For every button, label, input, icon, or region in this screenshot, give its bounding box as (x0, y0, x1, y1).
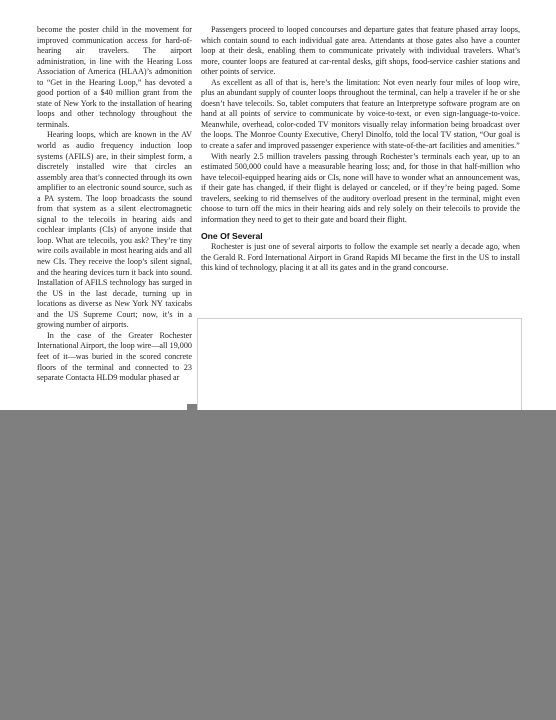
paragraph: With nearly 2.5 million travelers passing through Rochester’s terminals each year, up to an estimated 500,000 could have a measurable hearing loss; and, for those in that half-million who have telecoil-equipped hearing aids or CIs, none will have to wonder what an announcement was, if their gate has changed, if their flight is delayed or canceled, or if they’re being paged. Some travelers, seeking to rid themselves of the auditory overload present in the terminal, might even choose to turn off the mics in their hearing aids and rely solely on their telecoils to provide the information they need to get to their gate and board their flight. (201, 151, 520, 224)
paragraph: Passengers proceed to looped concourses and departure gates that feature phased array loops, which contain sound to each individual gate area. Attendants at those gates also have a counter loop at their desk, enabling them to communicate privately with individual travelers. What’s more, counter loops are featured at car-rental desks, gift shops, food-service cashier stations and other points of service. (201, 25, 520, 77)
article-left-column (37, 25, 192, 384)
paragraph: In the case of the Greater Rochester International Airport, the loop wire—all 19,000 feet of it—was buried in the scored concrete floors of the terminal and connected to 23 separate Contacta HLD9 modular phased ar (37, 330, 192, 383)
article-right-column (201, 25, 520, 274)
section-subhead: One Of Several (201, 231, 263, 242)
paragraph: As excellent as all of that is, here’s the limitation: Not even nearly four miles of loop wire, plus an abundant supply of counter loops throughout the terminal, can help a traveler if he or she doesn’t have telecoils. So, tablet computers that feature an Interpretype software program are on hand at all points of service to communicate by voice-to-text, or even sign-language-to-voice. Meanwhile, overhead, color-coded TV monitors visually relay information being broadcast over the loops. The Monroe County Executive, Cheryl Dinolfo, told the local TV station, “Our goal is to create a safer and improved passenger experience with state-of-the-art facilities and amenities.” (201, 77, 520, 151)
paragraph: Rochester is just one of several airports to follow the example set nearly a decade ago, when the Gerald R. Ford International Airport in Grand Rapids MI became the first in the US to install this kind of technology, placing it at all its gates and in the grand concourse. (201, 242, 520, 273)
paragraph: become the poster child in the movement for improved communication access for hard-of-hearing air travelers. The airport administration, in line with the Hearing Loss Association of America (HLAA)’s admonition to “Get in the Hearing Loop,” has devoted a good portion of a $40 million grant from the state of New York to the installation of hearing loops and other technology throughout the terminals. (37, 25, 192, 129)
photo-frame (197, 318, 522, 412)
photo-area (0, 410, 556, 720)
paragraph: Hearing loops, which are known in the AV world as audio frequency induction loop systems (AFILS) are, in their simplest form, a discretely installed wire that circles an assembly area that’s connected through its own amplifier to an electronic sound source, such as a PA system. The loop broadcasts the sound from that system as a silent electromagnetic signal to the telecoils in hearing aids and cochlear implants (CIs) of anyone inside that loop. What are telecoils, you ask? They’re tiny wire coils available in most hearing aids and all new CIs. They receive the loop’s silent signal, and the hearing devices turn it back into sound. Installation of AFILS technology has surged in the US in the last decade, turning up in locations as diverse as New York NY taxicabs and the US Supreme Court; now, it’s in a growing number of airports. (37, 130, 192, 330)
